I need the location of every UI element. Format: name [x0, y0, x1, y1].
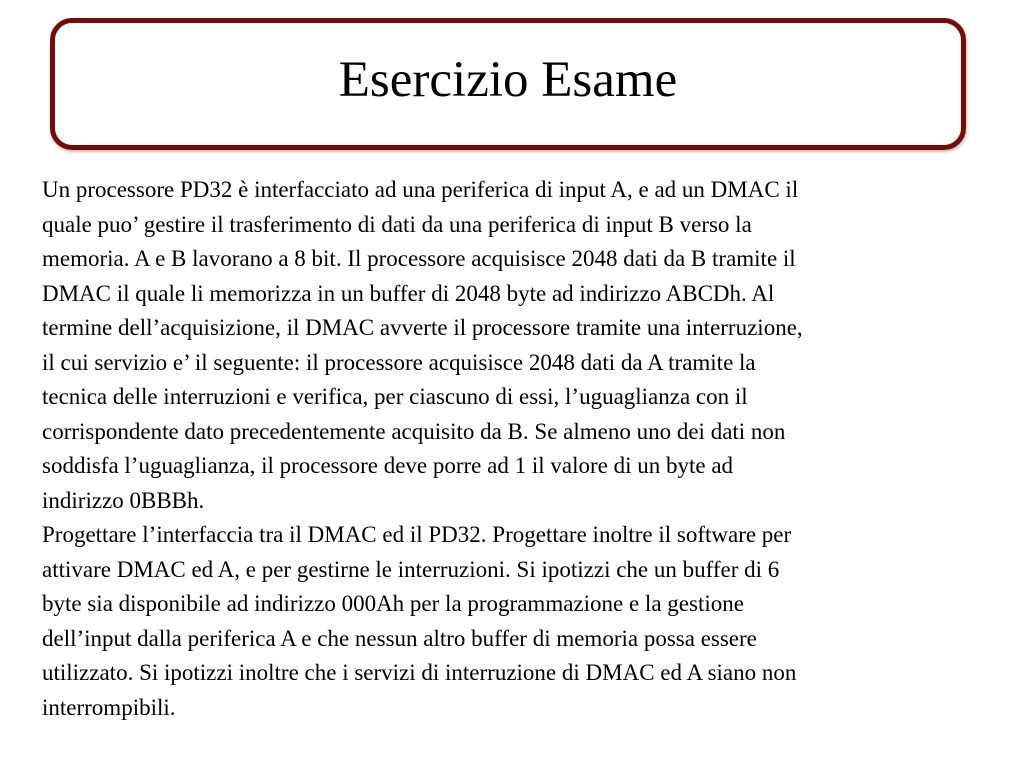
slide-body	[42, 173, 992, 725]
body-paragraph-2: Progettare l’interfaccia tra il DMAC ed il PD32. Progettare inoltre il software per attivare DMAC ed A, e per gestirne le interruzioni. Si ipotizzi che un buffer di 6 byte sia disponibile ad indirizzo 000Ah per la programmazione e la gestione dell’input dalla periferica A e che nessun altro buffer di memoria possa essere utilizzato. Si ipotizzi inoltre che i servizi di interruzione di DMAC ed A siano non interrompibili.	[42, 522, 797, 720]
title-box	[50, 18, 966, 150]
body-paragraph-1: Un processore PD32 è interfacciato ad una periferica di input A, e ad un DMAC il quale puo’ gestire il trasferimento di dati da una periferica di input B verso la memoria. A e B lavorano a 8 bit. Il processore acquisisce 2048 dati da B tramite il DMAC il quale li memorizza in un buffer di 2048 byte ad indirizzo ABCDh. Al termine dell’acquisizione, il DMAC avverte il processore tramite una interruzione, il cui servizio e’ il seguente: il processore acquisisce 2048 dati da A tramite la tecnica delle interruzioni e verifica, per ciascuno di essi, l’uguaglianza con il corrispondente dato precedentemente acquisito da B. Se almeno uno dei dati non soddisfa l’uguaglianza, il processore deve porre ad 1 il valore di un byte ad indirizzo 0BBBh.	[42, 177, 803, 513]
slide-title: Esercizio Esame	[338, 51, 678, 108]
